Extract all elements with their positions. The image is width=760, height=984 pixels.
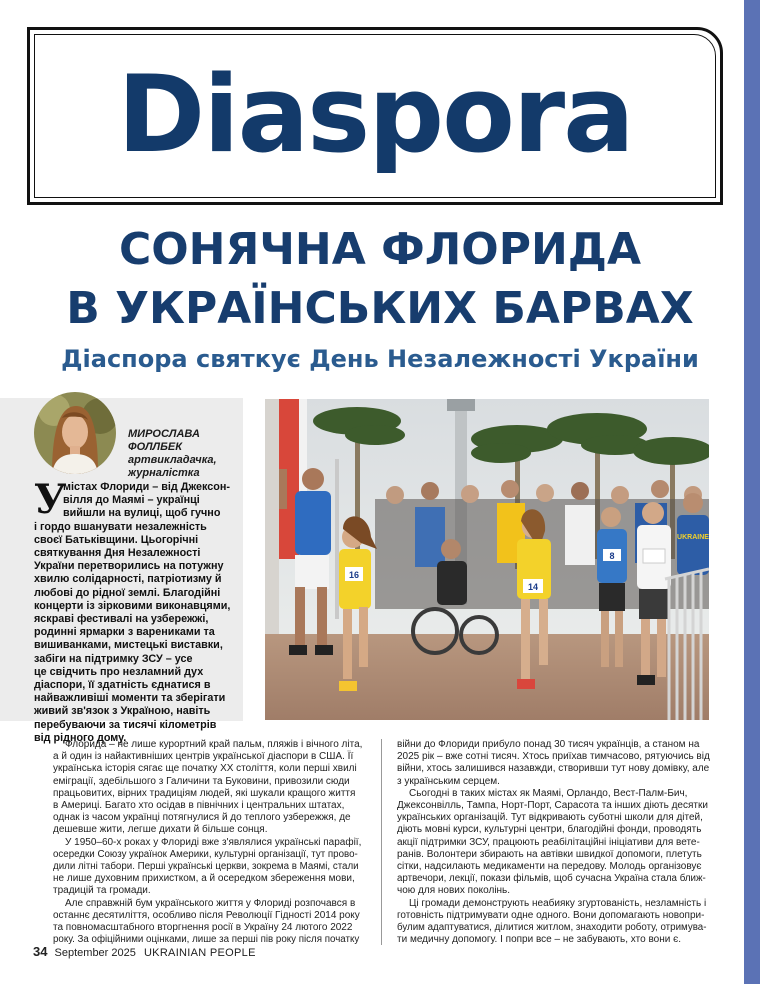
lead-dropcap: У [34, 476, 67, 523]
body-line: дешевше жити, легше дихати й більше сонця. [53, 824, 268, 836]
bib-number: 16 [348, 570, 360, 580]
column-divider [381, 739, 382, 945]
lead-paragraph [34, 476, 242, 745]
body-line: артвечори, лекції, покази фільмів, щоб сучасна Україна стала ближ- [397, 873, 706, 885]
body-line: 2025 рік – вже сотні тисяч. Хтось приїхав тимчасово, рятуючись від [397, 751, 710, 763]
lead-line: живий зв'язок з Україною, навіть [34, 705, 211, 718]
author-role-line: артвикладачка, [128, 454, 217, 466]
lead-line: концерти із зірковими виконавцями, [34, 599, 231, 612]
page-footer [33, 944, 256, 959]
body-line: в Америці. Багато хто осідав в північних і центральних штатах, [53, 800, 345, 812]
body-line: українська історія сягає ще початку XX століття, коли перші хвилі [53, 763, 357, 775]
body-line: чою для нових поколінь. [397, 885, 511, 897]
bib-number: 14 [527, 582, 539, 592]
author-name-line: ФОЛЛБЕК [128, 441, 183, 453]
lead-line: це свідчить про незламний дух [34, 665, 204, 678]
lead-line: вишиванками, мистецькі виставки, [34, 639, 223, 652]
shirt-text: UKRAINE [677, 534, 709, 541]
author-portrait [34, 392, 116, 474]
lead-line: хвилю солідарності, патріотизму й [34, 573, 222, 586]
lead-line: діаспори, її здатність єднатися в [34, 679, 211, 692]
subheadline: Діаспора святкує День Незалежності України [61, 345, 699, 373]
body-line: булим адаптуватися, ділитися житлом, знаходити роботу, отримува- [397, 922, 707, 934]
lead-line: і гордо вшанувати незалежність [34, 520, 207, 533]
lead-line: яскраві фестивалі на узбережжі, [34, 613, 209, 626]
body-line: ти медичну допомогу. І попри все – не забувають, хто вони є. [397, 934, 681, 946]
body-line: діють мовні курси, культурні центри, благодійні фонди, проводять [397, 824, 702, 836]
lead-line: містах Флориди – від Джексон- [63, 481, 230, 493]
race-illustration [265, 399, 709, 720]
author-name-line: МИРОСЛАВА [128, 428, 200, 440]
body-column-right [397, 739, 710, 946]
lead-line: своєї Батьківщини. Цьогорічні [34, 533, 199, 546]
lead-line: любові до рідної землі. Благодійні [34, 586, 221, 599]
author-name [128, 428, 243, 454]
magazine-name: UKRAINIAN PEOPLE [143, 947, 256, 959]
lead-line: забіги на підтримку ЗСУ – усе [34, 652, 193, 665]
lead-line: від рідного дому. [34, 731, 127, 744]
body-line: війни, хтось залишився назавжди, створивши тут нову домівку, але [397, 763, 710, 775]
body-line: а й один із найактивніших центрів української діаспори в США. Її [53, 751, 354, 763]
race-photo [265, 399, 709, 720]
body-line: традицій та громади. [53, 885, 151, 897]
body-line: не лише духовним прихистком, а й осередком збереження мови, [53, 873, 355, 885]
body-line: року. За офіційними оцінками, лише за перші пів року після початку [53, 934, 360, 946]
body-line: осередки Союзу українок Америки, культурні організації, тут прово- [53, 848, 358, 860]
body-line: Флорида – не лише курортний край пальм, пляжів і вічного літа, [65, 739, 363, 750]
headline-line-1: СОНЯЧНА ФЛОРИДА [118, 224, 642, 275]
author-role [128, 454, 243, 480]
author-role-line: журналістка [128, 467, 200, 479]
body-line: дили літні табори. Перші українські церкви, зокрема в Маямі, стали [53, 861, 359, 873]
lead-line: родинні ярмарки з варениками та [34, 626, 215, 639]
body-column-left [53, 739, 364, 946]
page-number: 34 [33, 944, 48, 959]
bib-number: 8 [609, 551, 615, 561]
body-line: та повномасштабного вторгнення росії в Україну 24 лютого 2022 [53, 922, 353, 934]
lead-line: України перетворились на потужну [34, 560, 224, 573]
body-line: Сьогодні в таких містах як Маямі, Орландо, Вест-Палм-Бич, [409, 787, 688, 799]
headline-line-2: В УКРАЇНСЬКИХ БАРВАХ [66, 283, 694, 334]
lead-line: вийшли на вулиці, щоб гучно [63, 507, 221, 520]
body-line: останнє десятиліття, особливо після Революції Гідності 2014 року [53, 909, 360, 921]
body-line: українських організацій. Тут відкривають суботні школи для дітей, [397, 812, 703, 824]
body-line: ранів. Волонтери збирають на автівки швидкої допомоги, плетуть [397, 848, 702, 860]
body-line: акції підтримки ЗСУ, працюють реабілітаційні ініціативи для вете- [397, 836, 700, 848]
body-line: У 1950–60-х роках у Флориді вже з'являлися українські парафії, [65, 836, 362, 848]
body-line: однак із часом українці потягнулися й до теплого узбережжя, де [53, 812, 351, 824]
body-line: Але справжній бум українського життя у Флориді розпочався в [65, 897, 356, 909]
section-title: Diaspora [117, 53, 633, 176]
body-line: Ці громади демонструють неабияку згуртованість, незламність і [409, 897, 707, 909]
masthead-frame [27, 27, 723, 205]
body-line: еміграції, здебільшого з Галичини та Буковини, привозили сюди [53, 775, 350, 787]
page-edge-color-bar [744, 0, 760, 984]
body-line: з українським серцем. [397, 775, 500, 787]
lead-line: найважливіші моменти та зберігати [34, 692, 226, 705]
author-avatar [34, 392, 116, 474]
issue-date: September 2025 [54, 947, 136, 959]
body-line: сітки, надсилають медикаменти на передову. Молодь організовує [397, 861, 702, 873]
lead-line: перебуваючи за тисячі кілометрів [34, 718, 217, 731]
body-line: Джексонвілль, Тампа, Норт-Порт, Сарасота та інших діють десятки [397, 800, 708, 812]
lead-line: святкування Дня Незалежності [34, 547, 201, 560]
body-line: готовність підтримувати одне одного. Вони допомагають новопри- [397, 909, 705, 921]
lead-line: вілля до Маямі – українці [63, 494, 200, 507]
body-line: війни до Флориди прибуло понад 30 тисяч українців, а станом на [397, 739, 700, 750]
body-line: працьовитих, вірних традиціям людей, які шукали кращого життя [53, 787, 356, 799]
